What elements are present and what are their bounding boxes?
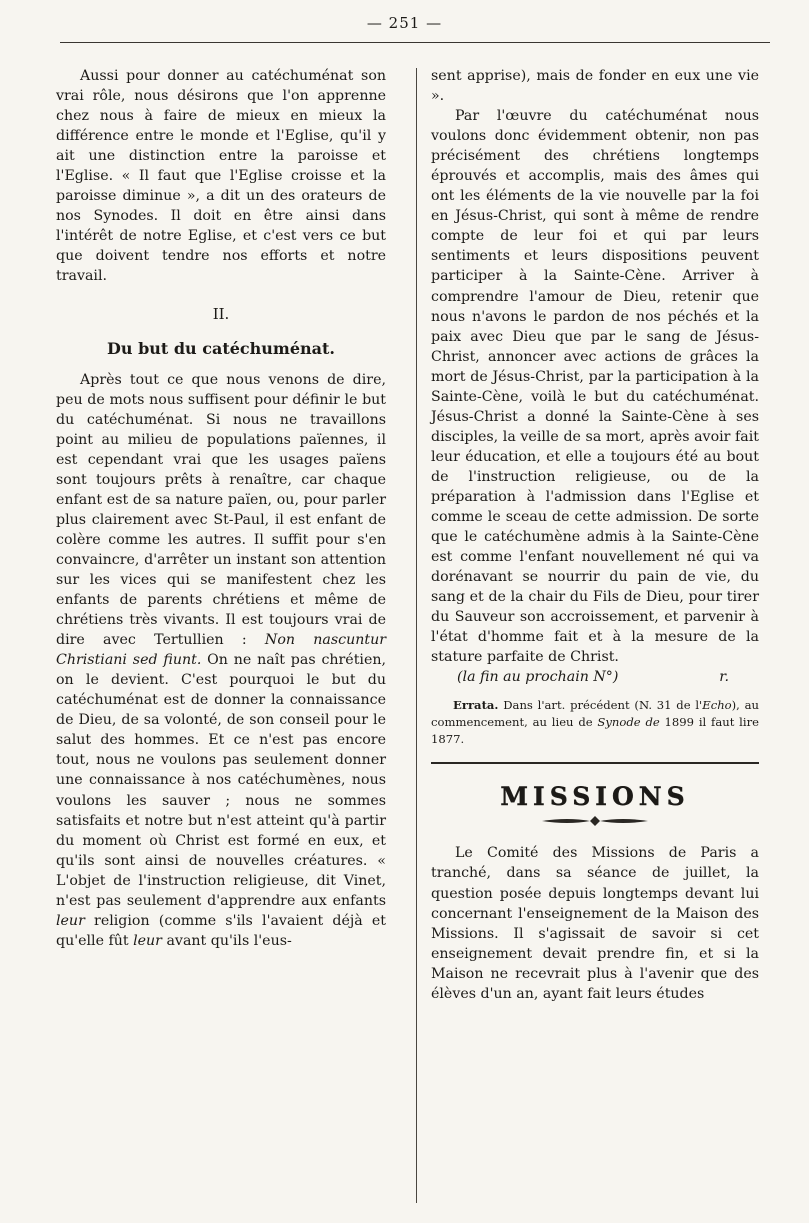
body-paragraph <box>56 370 386 951</box>
missions-paragraph: Le Comité des Missions de Paris a tranché, dans sa séance de juillet, la question posée depuis longtemps devant lui concernant l'enseignement de la Maison des Missions. Il s'agissait de savoir si cet enseignement devait prendre fin, et si la Maison ne recevrait plus à l'avenir que des élèves d'un an, ayant fait leurs études <box>431 845 759 1002</box>
right-column <box>431 66 759 1004</box>
latin-quote: Non nascuntur Christiani sed fiunt. <box>56 632 386 669</box>
missions-title: MISSIONS <box>500 782 690 812</box>
errata-text-1: Dans l'art. précédent (N. 31 de l' <box>498 698 703 713</box>
section-title: Du but du catéchuménat. <box>106 338 335 358</box>
page-number: — 251 — <box>366 14 443 32</box>
missions-rule <box>431 762 759 764</box>
errata-echo: Echo <box>702 698 732 713</box>
to-be-continued: (la fin au prochain N°) <box>457 669 619 686</box>
continuation-note <box>431 667 759 687</box>
emphasis-leur-2: leur <box>133 932 162 949</box>
errata-synode: Synode de <box>597 715 660 730</box>
ornament-divider <box>431 815 759 827</box>
errata-text-2: ), au commencement, au lieu de <box>431 698 760 730</box>
errata-text-3: 1899 il faut lire 1877. <box>431 715 759 747</box>
errata-label: Errata. <box>453 698 499 713</box>
errata-note <box>431 697 759 748</box>
continuation-paragraph: sent apprise), mais de fonder en eux une vie ». <box>431 68 759 105</box>
emphasis-leur-1: leur <box>56 912 85 929</box>
catechumenat-paragraph: Par l'œuvre du catéchuménat nous voulons donc évidemment obtenir, non pas précisément des chrétiens longtemps éprouvés et accomplis, mais des âmes qui ont les éléments de la vie nouvelle par la foi en Jésus-Christ, qui sont à même de rendre compte de leur foi et qui par leurs sentiments et leurs dispositions peuvent participer à la Sainte-Cène. Arriver à comprendre l'amour de Dieu, retenir que nous n'avons le pardon de nos péchés et la paix avec Dieu que par le sang de Jésus-Christ, annoncer avec actions de grâces la mort de Jésus-Christ, par la participation à la Sainte-Cène, voilà le but du catéchuménat. Jésus-Christ a donné la Sainte-Cène à ses disciples, la veille de sa mort, après avoir fait leur éducation, et elle a toujours été au bout de l'instruction religieuse, ou de la préparation à l'admission dans l'Eglise et comme le sceau de cette admission. De sorte que le catéchumène admis à la Sainte-Cène est comme l'enfant nouvellement né qui va dorénavant se nourrir du pain de vie, du sang et de la chair du Fils de Dieu, pour tirer du Sauveur son accroissement, et parvenir à l'état d'homme fait et à la mesure de la stature parfaite de Christ. <box>431 108 759 666</box>
section-number: II. <box>212 304 230 323</box>
body-text-1: Après tout ce que nous venons de dire, peu de mots nous suffisent pour définir le but du catéchuménat. Si nous ne travaillons point au milieu de populations païennes, il est cependant vrai que les usages païens sont toujours prêts à renaître, car chaque enfant est de sa nature païen, ou, pour parler plus clairement avec St-Paul, il est enfant de colère comme les autres. Il suffit pour s'en convaincre, d'arrêter un instant son attention sur les vices qui se manifestent chez les enfants de parents chrétiens et même de chrétiens très vivants. Il est toujours vrai de dire avec Tertullien : <box>56 371 386 649</box>
body-text-3: religion (comme s'ils l'avaient déjà et qu'elle fût <box>56 912 386 949</box>
header-rule <box>60 42 770 43</box>
body-text-2: On ne naît pas chrétien, on le devient. C'est pourquoi le but du catéchuménat est de donner la connaissance de Dieu, de sa volonté, de son conseil pour le salut des hommes. Et ce n'est pas encore tout, nous ne voulons pas seulement donner une connaissance à nos catéchumènes, nous voulons les sauver ; nous ne sommes satisfaits et notre but n'est atteint qu'à partir du moment où Christ est formé en eux, et qu'ils sont ainsi de nouvelles créatures. « L'objet de l'instruction religieuse, dit Vinet, n'est pas seulement d'apprendre aux enfants <box>56 652 386 909</box>
left-column <box>56 66 386 951</box>
intro-paragraph: Aussi pour donner au catéchuménat son vrai rôle, nous désirons que l'on apprenne chez nous à faire de mieux en mieux la différence entre le monde et l'Eglise, qu'il y ait une distinction entre la paroisse et l'Eglise. « Il faut que l'Eglise croisse et la paroisse diminue », a dit un des orateurs de nos Synodes. Il doit en être ainsi dans l'intérêt de notre Eglise, et c'est vers ce but que doivent tendre nos efforts et notre travail. <box>56 68 386 285</box>
body-text-4: avant qu'ils l'eus- <box>161 932 292 949</box>
author-signature: r. <box>719 669 729 686</box>
column-divider <box>416 68 417 1203</box>
